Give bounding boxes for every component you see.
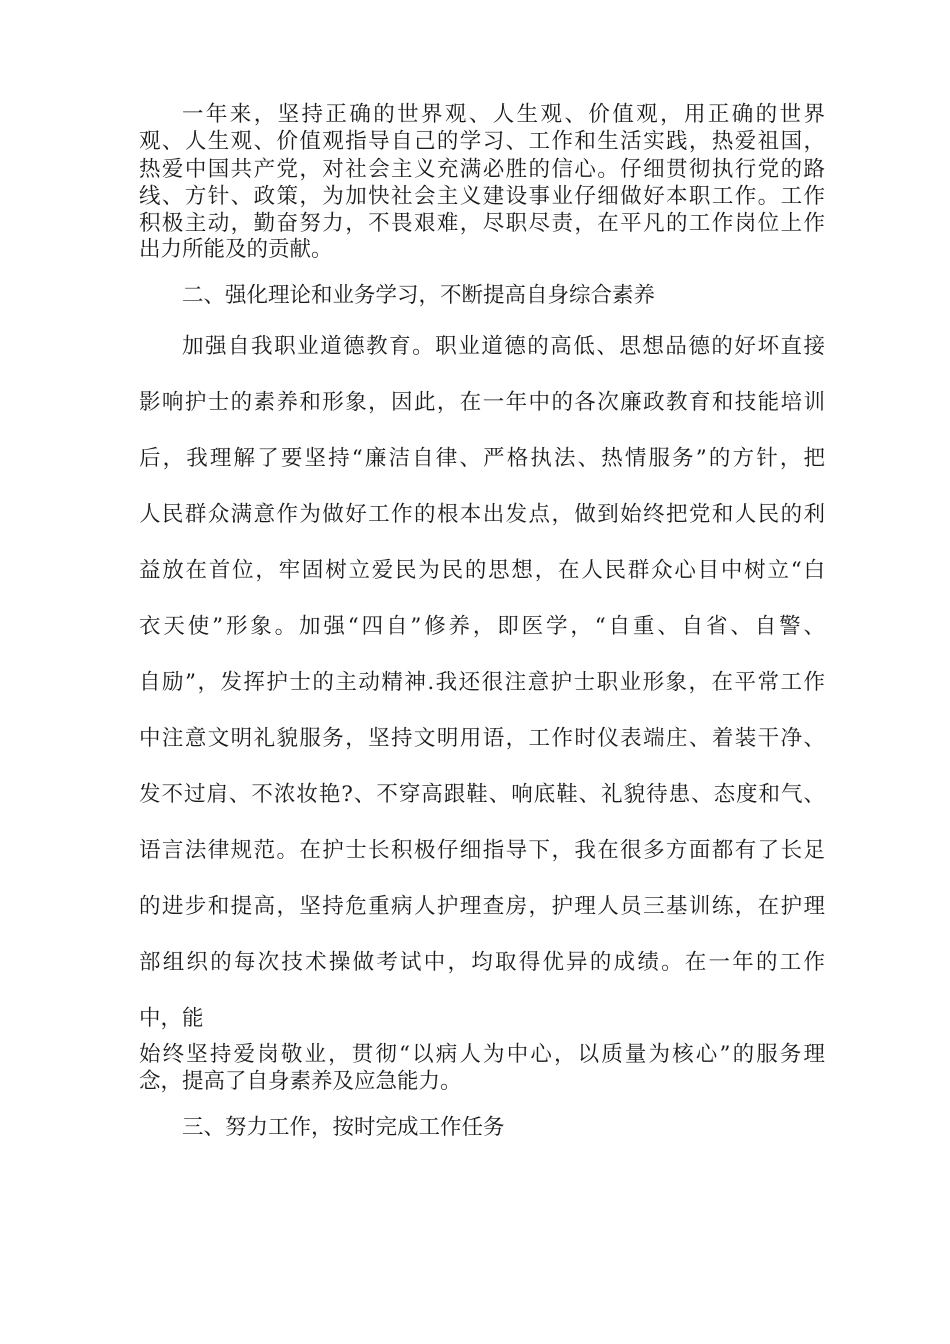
paragraph2-line: 衣天使”形象。加强“四自”修养，即医学，“自重、自省、自警、 <box>139 614 825 639</box>
paragraph1-line: 一年来，坚持正确的世界观、人生观、价值观，用正确的世界 <box>182 102 825 127</box>
paragraph2-line: 益放在首位，牢固树立爱民为民的思想，在人民群众心目中树立“白 <box>139 558 825 583</box>
paragraph1-line: 出力所能及的贡献。 <box>139 237 333 262</box>
paragraph2-line: 语言法律规范。在护士长积极仔细指导下，我在很多方面都有了长足 <box>139 838 825 863</box>
paragraph2-line: 中，能 <box>139 1006 204 1031</box>
paragraph1-line: 线、方针、政策，为加快社会主义建设事业仔细做好本职工作。工作 <box>139 184 825 209</box>
paragraph3-line: 念，提高了自身素养及应急能力。 <box>139 1069 462 1094</box>
paragraph2-line: 人民群众满意作为做好工作的根本出发点，做到始终把党和人民的利 <box>139 502 825 527</box>
paragraph3-line: 始终坚持爱岗敬业，贯彻“以病人为中心，以质量为核心”的服务理 <box>139 1042 825 1067</box>
paragraph2-line: 影响护士的素养和形象，因此，在一年中的各次廉政教育和技能培训 <box>139 390 825 415</box>
paragraph2-line: 加强自我职业道德教育。职业道德的高低、思想品德的好坏直接 <box>182 334 825 359</box>
section-heading-2: 二、强化理论和业务学习，不断提高自身综合素养 <box>182 283 656 308</box>
paragraph2-line: 自励”，发挥护士的主动精神.我还很注意护士职业形象，在平常工作 <box>139 670 825 695</box>
paragraph2-line: 部组织的每次技术操做考试中，均取得优异的成绩。在一年的工作 <box>139 950 825 975</box>
paragraph2-line: 发不过肩、不浓妆艳?、不穿高跟鞋、响底鞋、礼貌待患、态度和气、 <box>139 782 825 807</box>
paragraph1-line: 热爱中国共产党，对社会主义充满必胜的信心。仔细贯彻执行党的路 <box>139 157 825 182</box>
paragraph1-line: 积极主动，勤奋努力，不畏艰难，尽职尽责，在平凡的工作岗位上作 <box>139 211 825 236</box>
paragraph2-line: 后，我理解了要坚持“廉洁自律、严格执法、热情服务”的方针，把 <box>139 446 825 471</box>
paragraph2-line: 中注意文明礼貌服务，坚持文明用语，工作时仪表端庄、着装干净、 <box>139 726 825 751</box>
paragraph2-line: 的进步和提高，坚持危重病人护理查房，护理人员三基训练，在护理 <box>139 894 825 919</box>
paragraph1-line: 观、人生观、价值观指导自己的学习、工作和生活实践，热爱祖国， <box>139 129 825 154</box>
section-heading-3: 三、努力工作，按时完成工作任务 <box>182 1115 505 1140</box>
